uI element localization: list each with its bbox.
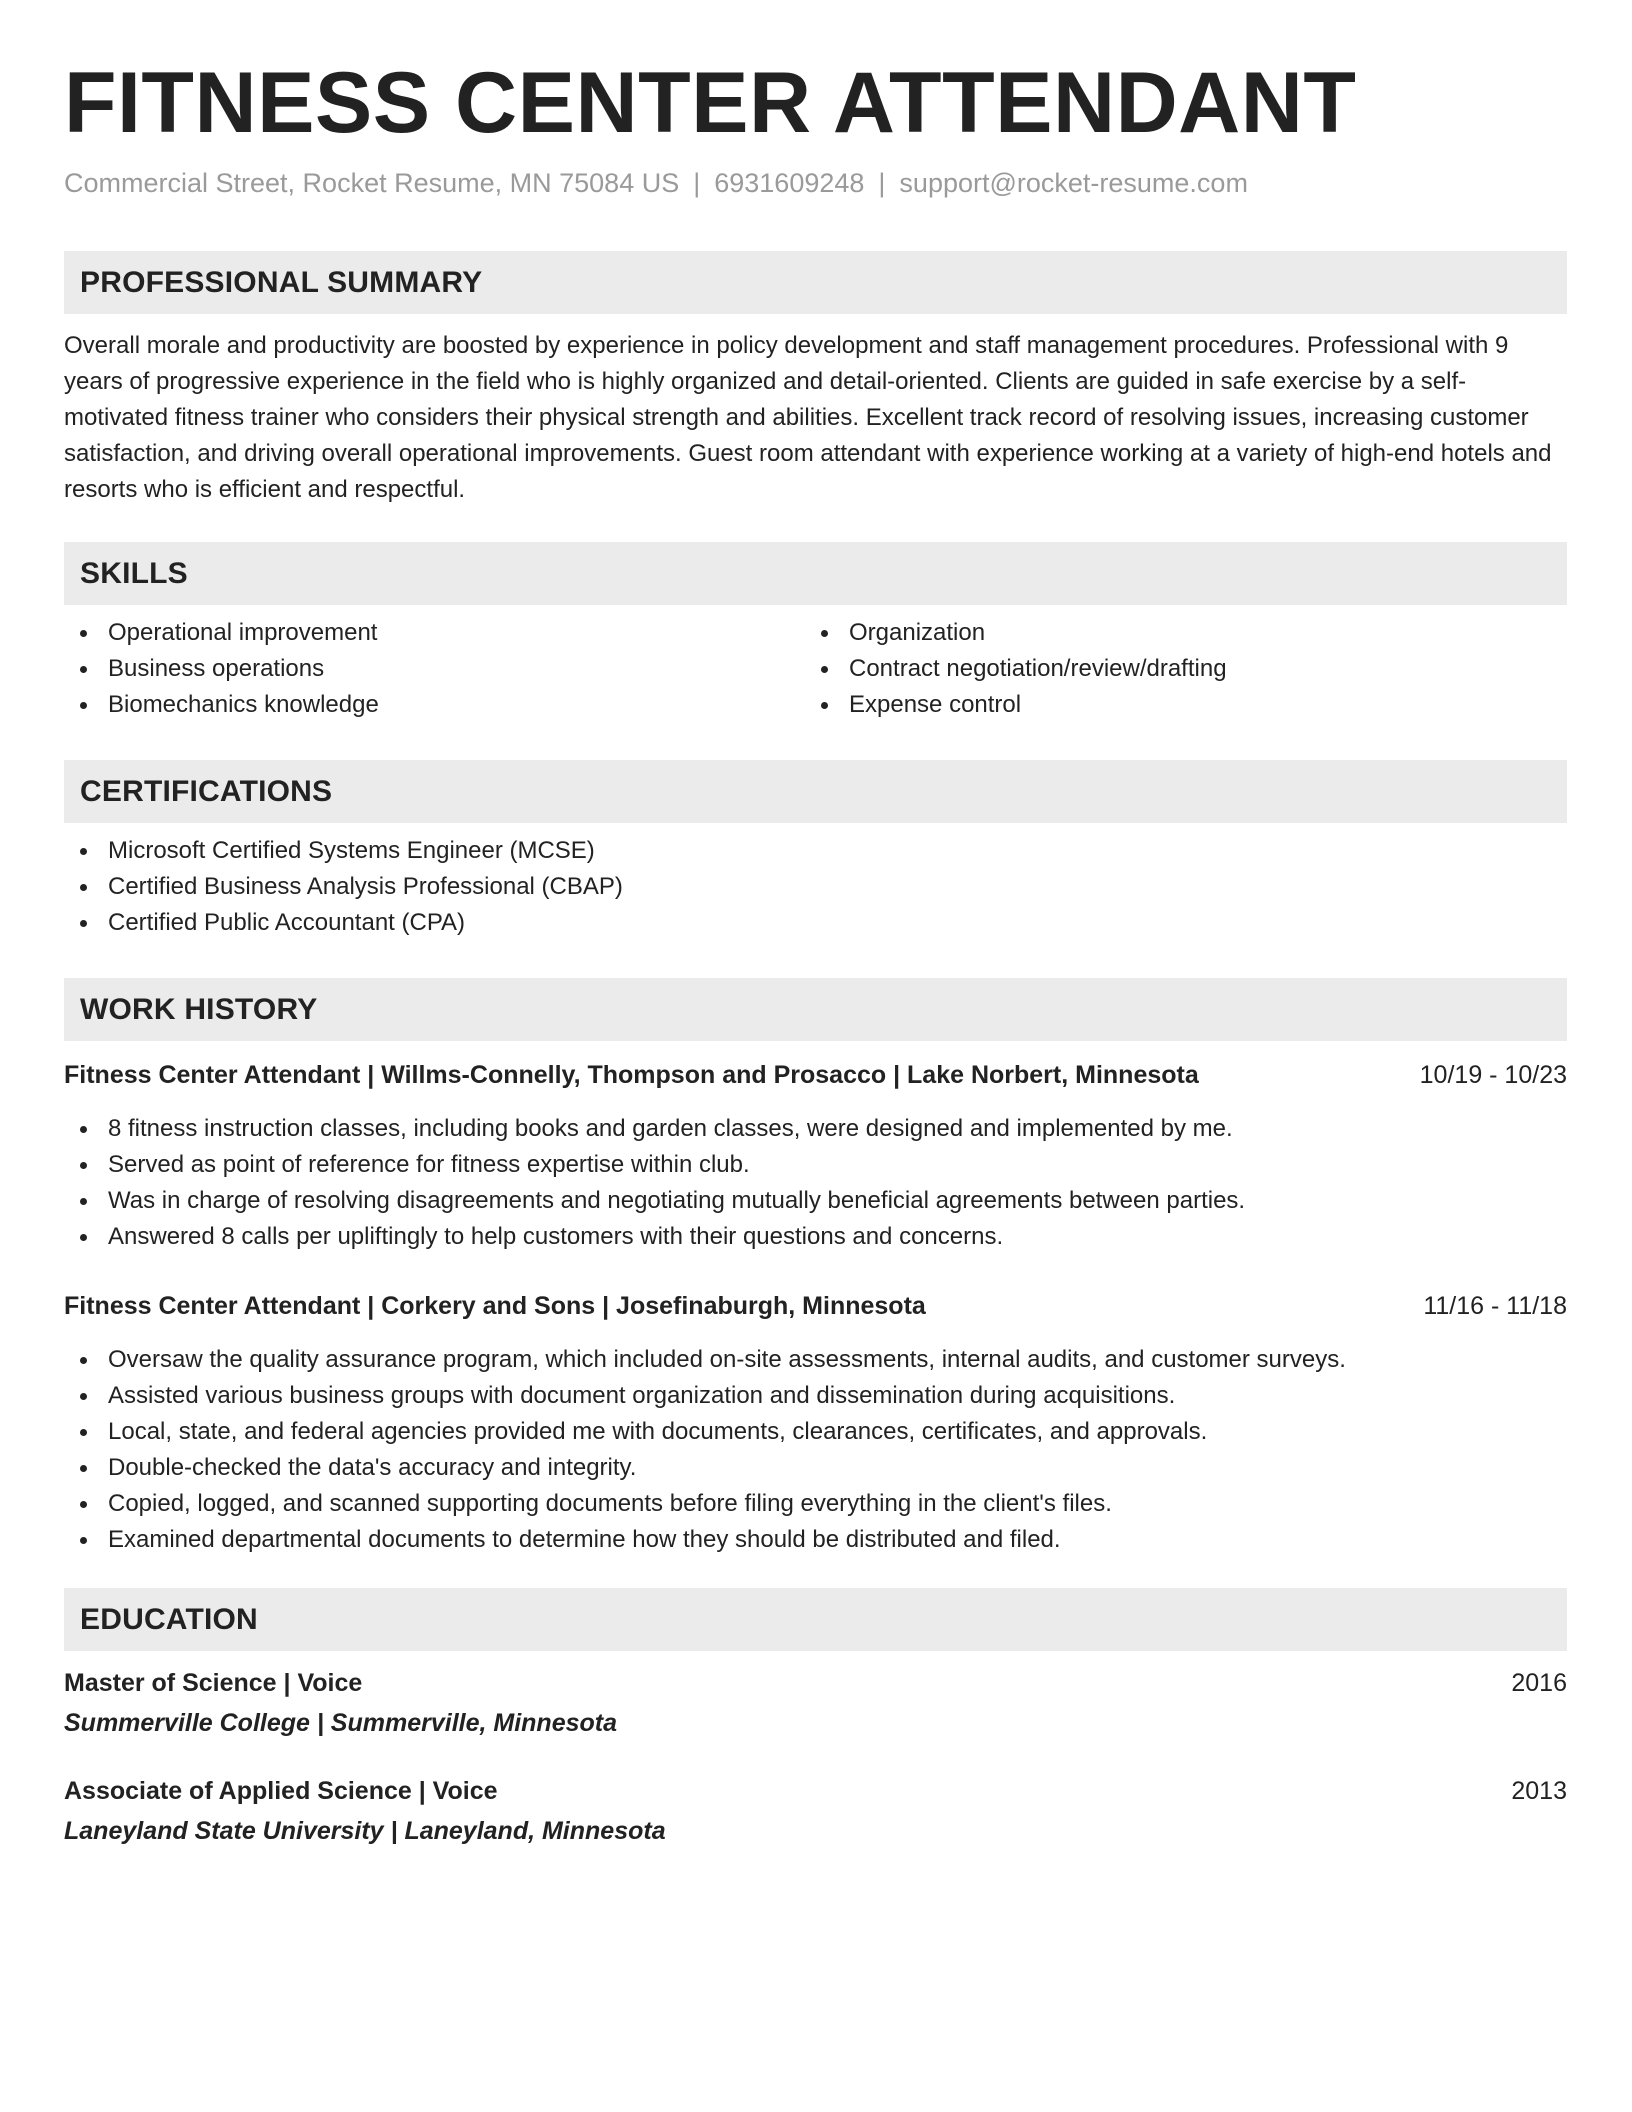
summary-section <box>64 251 1567 508</box>
contact-separator: | <box>693 168 701 198</box>
job-duty: Served as point of reference for fitness expertise within club. <box>64 1147 1567 1183</box>
education-header <box>64 1665 1567 1701</box>
job-duty: Assisted various business groups with document organization and dissemination during acquisitions. <box>64 1378 1567 1414</box>
education-section <box>64 1588 1567 1849</box>
section-header-education: EDUCATION <box>64 1588 1567 1651</box>
certifications-list <box>64 833 1567 941</box>
certifications-section <box>64 760 1567 941</box>
job-duty: Local, state, and federal agencies provided me with documents, clearances, certificates, and approvals. <box>64 1414 1567 1450</box>
certification-item: Certified Business Analysis Professional (CBAP) <box>64 869 1567 905</box>
skill-item: Expense control <box>805 687 1546 723</box>
candidate-name: FITNESS CENTER ATTENDANT <box>64 55 1357 151</box>
skill-item: Business operations <box>64 651 805 687</box>
job-title: Fitness Center Attendant | Corkery and Sons | Josefinaburgh, Minnesota <box>64 1292 926 1320</box>
skill-item: Contract negotiation/review/drafting <box>805 651 1546 687</box>
job-header <box>64 1288 1567 1324</box>
skills-grid <box>64 615 1567 723</box>
education-header <box>64 1773 1567 1809</box>
job-duties <box>64 1342 1567 1558</box>
skills-section <box>64 542 1567 723</box>
job-entry <box>64 1057 1567 1255</box>
job-dates: 11/16 - 11/18 <box>1423 1292 1567 1320</box>
section-header-work: WORK HISTORY <box>64 978 1567 1041</box>
summary-text: Overall morale and productivity are boosted by experience in policy development and staff management procedures. Professional with 9 years of progressive experience in the field who is highly organized and detail-oriented. Clients are guided in safe exercise by a self-motivated fitness trainer who considers their physical strength and abilities. Excellent track record of resolving issues, increasing customer satisfaction, and driving overall operational improvements. Guest room attendant with experience working at a variety of high-end hotels and resorts who is efficient and respectful. <box>64 332 1552 503</box>
job-duty: Answered 8 calls per upliftingly to help customers with their questions and concerns. <box>64 1219 1567 1255</box>
resume-page <box>64 0 1567 1845</box>
job-dates: 10/19 - 10/23 <box>1419 1061 1567 1089</box>
skill-item: Organization <box>805 615 1546 651</box>
contact-separator: | <box>878 168 886 198</box>
education-entry <box>64 1773 1567 1849</box>
job-duty: Double-checked the data's accuracy and integrity. <box>64 1450 1567 1486</box>
job-duty: Copied, logged, and scanned supporting documents before filing everything in the client's files. <box>64 1486 1567 1522</box>
graduation-year: 2013 <box>1511 1777 1567 1805</box>
section-header-certifications: CERTIFICATIONS <box>64 760 1567 823</box>
school-name: Laneyland State University | Laneyland, Minnesota <box>64 1817 666 1845</box>
work-history-section <box>64 978 1567 1558</box>
degree-title: Associate of Applied Science | Voice <box>64 1777 498 1805</box>
job-duty: 8 fitness instruction classes, including books and garden classes, were designed and implemented by me. <box>64 1111 1567 1147</box>
section-header-skills: SKILLS <box>64 542 1567 605</box>
school-name: Summerville College | Summerville, Minnesota <box>64 1709 618 1737</box>
job-entry <box>64 1288 1567 1558</box>
skill-item: Biomechanics knowledge <box>64 687 805 723</box>
graduation-year: 2016 <box>1511 1669 1567 1697</box>
contact-address: Commercial Street, Rocket Resume, MN 75084 US <box>64 168 680 198</box>
job-duty: Oversaw the quality assurance program, which included on-site assessments, internal audits, and customer surveys. <box>64 1342 1567 1378</box>
job-header <box>64 1057 1567 1093</box>
job-duties <box>64 1111 1567 1255</box>
section-header-summary: PROFESSIONAL SUMMARY <box>64 251 1567 314</box>
job-duty: Examined departmental documents to determine how they should be distributed and filed. <box>64 1522 1567 1558</box>
contact-line <box>64 166 1567 200</box>
skills-list-left <box>64 615 805 723</box>
skill-item: Operational improvement <box>64 615 805 651</box>
degree-title: Master of Science | Voice <box>64 1669 363 1697</box>
certification-item: Microsoft Certified Systems Engineer (MCSE) <box>64 833 1567 869</box>
education-entry <box>64 1665 1567 1741</box>
job-duty: Was in charge of resolving disagreements and negotiating mutually beneficial agreements between parties. <box>64 1183 1567 1219</box>
contact-phone: 6931609248 <box>714 168 865 198</box>
certification-item: Certified Public Accountant (CPA) <box>64 905 1567 941</box>
job-title: Fitness Center Attendant | Willms-Connelly, Thompson and Prosacco | Lake Norbert, Minnesota <box>64 1061 1199 1089</box>
skills-list-right <box>805 615 1546 723</box>
contact-email: support@rocket-resume.com <box>899 168 1248 198</box>
